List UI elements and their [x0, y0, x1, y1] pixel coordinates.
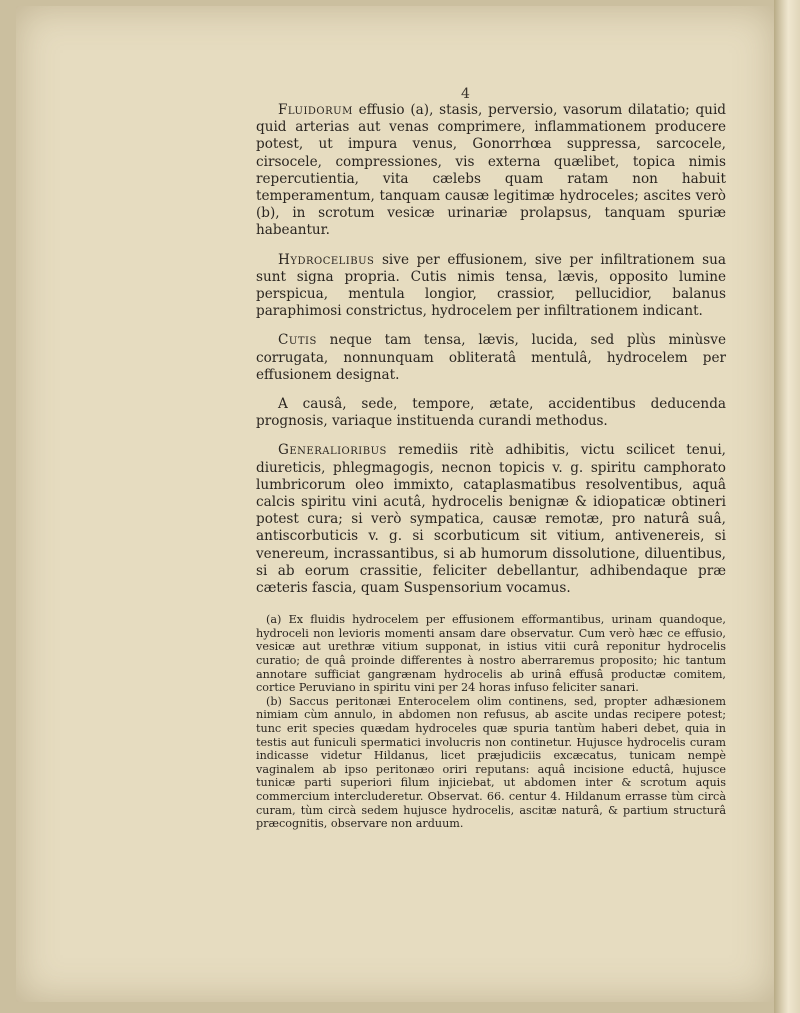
paragraph-lead: Cutis: [278, 332, 317, 349]
footnotes: [256, 613, 726, 831]
paragraph-text: effusio (a), stasis, perversio, vasorum dilatatio; quid quid arterias aut venas comprimere, inflammationem producere potest, ut impura venus, Gonorrhœa suppressa, sarcocele, cirsocele, compressiones, vis externa quælibet, topica nimis repercutientia, vita cælebs quam ratam non habuit temperamentum, tanquam causæ legitimæ hydroceles; ascites verò (b), in scrotum vesicæ urinariæ prolapsus, tanquam spuriæ habeantur.: [256, 102, 726, 239]
book-binding-edge: [774, 0, 800, 1013]
paragraph-lead: Fluidorum: [278, 102, 353, 118]
footnote-a: (a) Ex fluidis hydrocelem per effusionem efformantibus, urinam quandoque, hydroceli non levioris momenti ansam dare observatur. Cum verò hæc ce effusio, vesicæ aut urethræ vitium supponat, in istius vitii curâ reponitur hydrocelis curatio; de quâ proinde differentes à nostro aberraremus proposito; hic tantum annotare sufficiat gangrænam hydrocelis ab urinâ effusâ productæ comitem, cortice Peruviano in spiritu vini per 24 horas infuso feliciter sanari.: [256, 613, 726, 695]
paragraph-text: remediis ritè adhibitis, victu scilicet tenui, diureticis, phlegmagogis, necnon topicis v. g. spiritu camphorato lumbricorum oleo immixto, cataplasmatibus resolventibus, aquâ calcis spiritu vini acutâ, hydrocelis benignæ & idiopaticæ obtineri potest cura; si verò sympatica, causæ remotæ, pro naturâ suâ, antiscorbuticis v. g. si scorbuticum sit vitium, antivenereis, si venereum, incrassantibus, si ab humorum dissolutione, diluentibus, si ab eorum crassitie, feliciter debellantur, adhibendaque præ cæteris fascia, quam Suspensorium vocamus.: [256, 442, 726, 597]
page-body: [256, 88, 726, 831]
paragraph-text: sive per effusionem, sive per infiltrationem sua sunt signa propria. Cutis nimis tensa, lævis, opposito lumine perspicua, mentula longior, crassior, pellucidior, balanus paraphimosi constrictus, hydrocelem per infiltrationem indicant.: [256, 251, 727, 320]
paragraph-5: [256, 442, 726, 597]
paragraph-lead: Generalioribus: [278, 442, 387, 459]
footnote-b: (b) Saccus peritonæi Enterocelem olim continens, sed, propter adhæsionem nimiam cùm annulo, in abdomen non refusus, ab ascite undas recipere potest; tunc erit species quædam hydroceles quæ spuria tantùm haberi debet, quia in testis aut funiculi spermatici involucris non continetur. Hujusce hydrocelis curam indicasse videtur Hildanus, licet præjudiciis excæcatus, tunicam nempè vaginalem ab ipso peritonæo oriri reputans: aquâ incisione eductâ, hujusce tunicæ parti superiori filum injiciebat, ut abdomen inter & scrotum aquis commercium intercluderetur. Observat. 66. centur 4. Hildanum errasse tùm circà curam, tùm circà sedem hujusce hydrocelis, ascitæ naturâ, & partium structurâ præcognitis, observare non arduum.: [256, 694, 726, 831]
paragraph-4: [256, 396, 726, 430]
page-number: 4: [461, 86, 470, 102]
paragraph-text: A causâ, sede, tempore, ætate, accidentibus deducenda prognosis, variaque instituenda curandi methodus.: [256, 396, 726, 430]
paragraph-1: [256, 102, 726, 240]
paragraph-text: neque tam tensa, lævis, lucida, sed plùs minùsve corrugata, nonnunquam obliteratâ mentulâ, hydrocelem per effusionem designat.: [256, 332, 726, 383]
paragraph-2: [256, 252, 726, 321]
paragraph-3: [256, 332, 726, 384]
paragraph-lead: Hydrocelibus: [278, 251, 375, 268]
